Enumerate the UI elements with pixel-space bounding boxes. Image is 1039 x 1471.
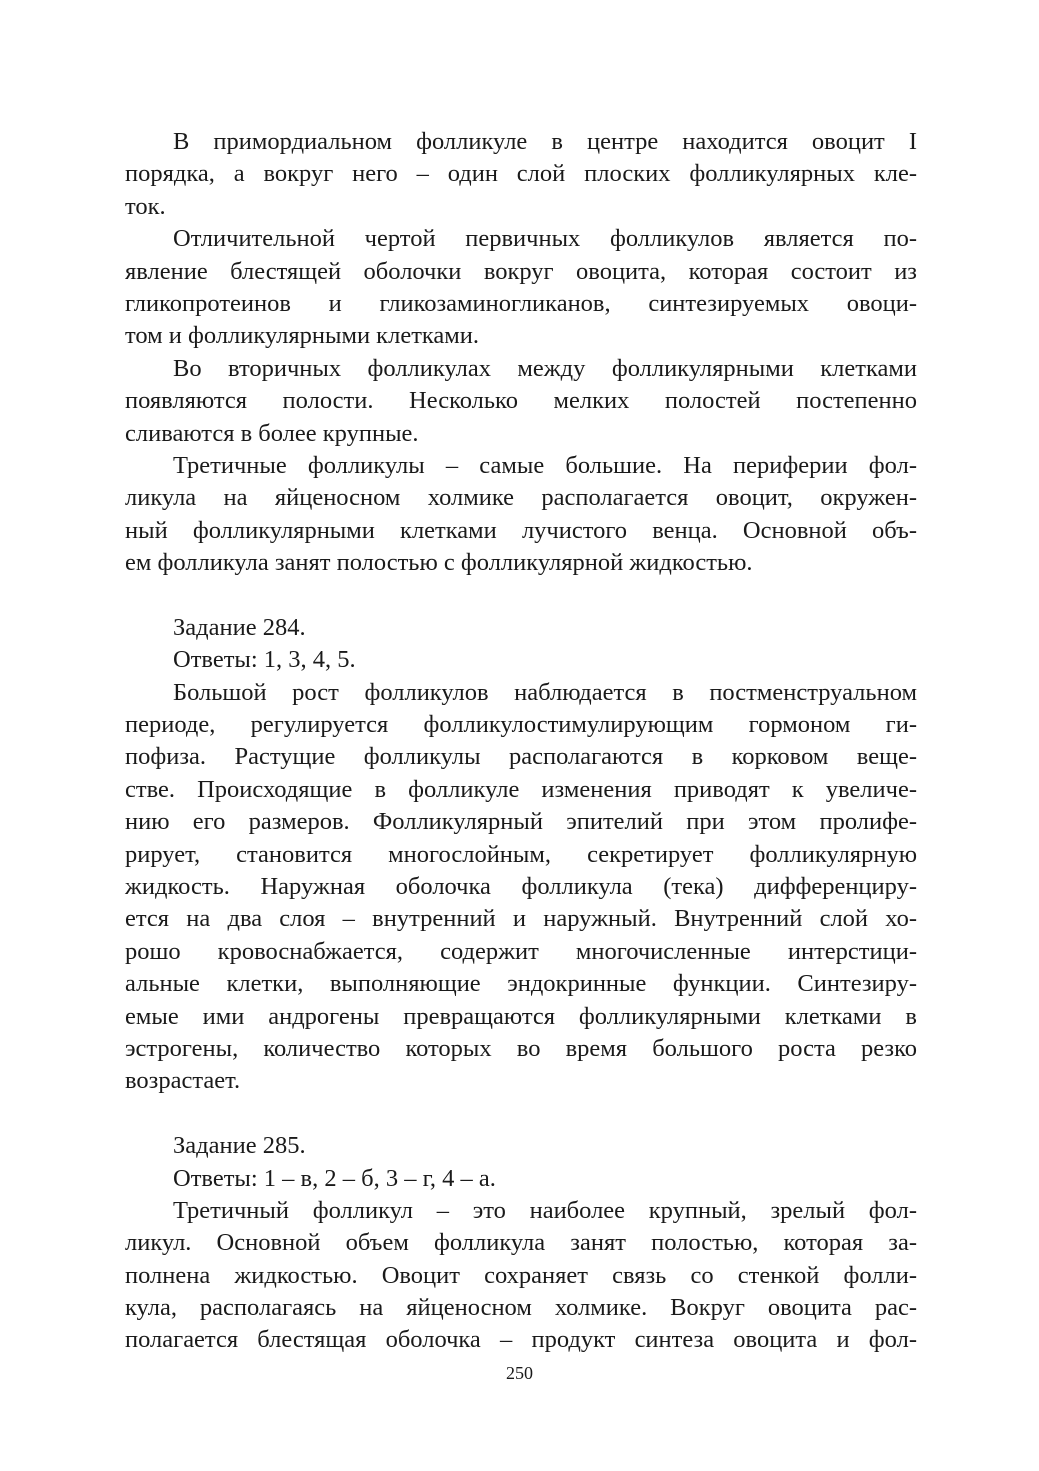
text-line: ется на два слоя – внутренний и наружный. Внутренний слой хо- [125, 905, 917, 933]
task-answers: Ответы: 1 – в, 2 – б, 3 – г, 4 – а. [173, 1164, 496, 1192]
page-number: 250 [506, 1363, 533, 1383]
text-line: полагается блестящая оболочка – продукт синтеза овоцита и фол- [125, 1326, 917, 1354]
text-line: эстрогены, количество которых во время большого роста резко [125, 1034, 917, 1062]
text-line: ток. [125, 192, 166, 220]
text-line: рирует, становится многослойным, секретирует фолликулярную [125, 840, 917, 868]
page-text [125, 126, 917, 1357]
paragraph-tertiary-follicles [125, 450, 917, 580]
text-line: стве. Происходящие в фолликуле изменения приводят к увеличе- [125, 775, 917, 803]
text-line: Во вторичных фолликулах между фолликулярными клетками [173, 354, 917, 382]
text-line: Третичный фолликул – это наиболее крупный, зрелый фол- [173, 1196, 917, 1224]
text-line: периоде, регулируется фолликулостимулирующим гормоном ги- [125, 711, 917, 739]
task-answers: Ответы: 1, 3, 4, 5. [173, 646, 356, 674]
text-line: сливаются в более крупные. [125, 419, 419, 447]
text-line: ный фолликулярными клетками лучистого венца. Основной объ- [125, 516, 917, 544]
text-line: явление блестящей оболочки вокруг овоцита, которая состоит из [125, 257, 917, 285]
task-title: Задание 285. [173, 1132, 306, 1160]
text-line: В примордиальном фолликуле в центре находится овоцит I [173, 128, 917, 155]
text-line: ем фолликула занят полостью с фолликулярной жидкостью. [125, 549, 753, 577]
text-line: возрастает. [125, 1067, 241, 1095]
text-line: Отличительной чертой первичных фолликулов является по- [173, 225, 917, 253]
paragraph-primordial-follicle [125, 126, 917, 223]
task-284 [125, 612, 917, 1098]
task-title: Задание 284. [173, 613, 306, 641]
paragraph-gap [125, 1098, 917, 1130]
text-line: жидкость. Наружная оболочка фолликула (тека) дифференциру- [125, 872, 917, 900]
text-line: Большой рост фолликулов наблюдается в постменструальном [173, 678, 917, 706]
task-285 [125, 1130, 917, 1357]
text-line: Третичные фолликулы – самые большие. На периферии фол- [173, 451, 917, 479]
text-line: том и фолликулярными клетками. [125, 322, 480, 350]
paragraph-secondary-follicles [125, 353, 917, 450]
text-line: полнена жидкостью. Овоцит сохраняет связь со стенкой фолли- [125, 1261, 917, 1289]
text-line: емые ими андрогены превращаются фолликулярными клетками в [125, 1002, 917, 1030]
text-line: появляются полости. Несколько мелких полостей постепенно [125, 387, 917, 415]
paragraph-primary-follicles [125, 223, 917, 353]
text-line: ликула на яйценосном холмике располагается овоцит, окружен- [125, 484, 917, 512]
text-line: пофиза. Растущие фолликулы располагаются в корковом веще- [125, 743, 917, 771]
text-line: ликул. Основной объем фолликула занят полостью, которая за- [125, 1229, 917, 1257]
text-line: порядка, а вокруг него – один слой плоских фолликулярных кле- [125, 160, 917, 188]
text-line: рошо кровоснабжается, содержит многочисленные интерстици- [125, 937, 917, 965]
text-line: кула, располагаясь на яйценосном холмике. Вокруг овоцита рас- [125, 1294, 917, 1322]
text-line: нию его размеров. Фолликулярный эпителий при этом пролифе- [125, 808, 917, 836]
paragraph-gap [125, 579, 917, 611]
text-line: гликопротеинов и гликозаминогликанов, синтезируемых овоци- [125, 289, 917, 317]
text-line: альные клетки, выполняющие эндокринные функции. Синтезиру- [125, 970, 917, 998]
